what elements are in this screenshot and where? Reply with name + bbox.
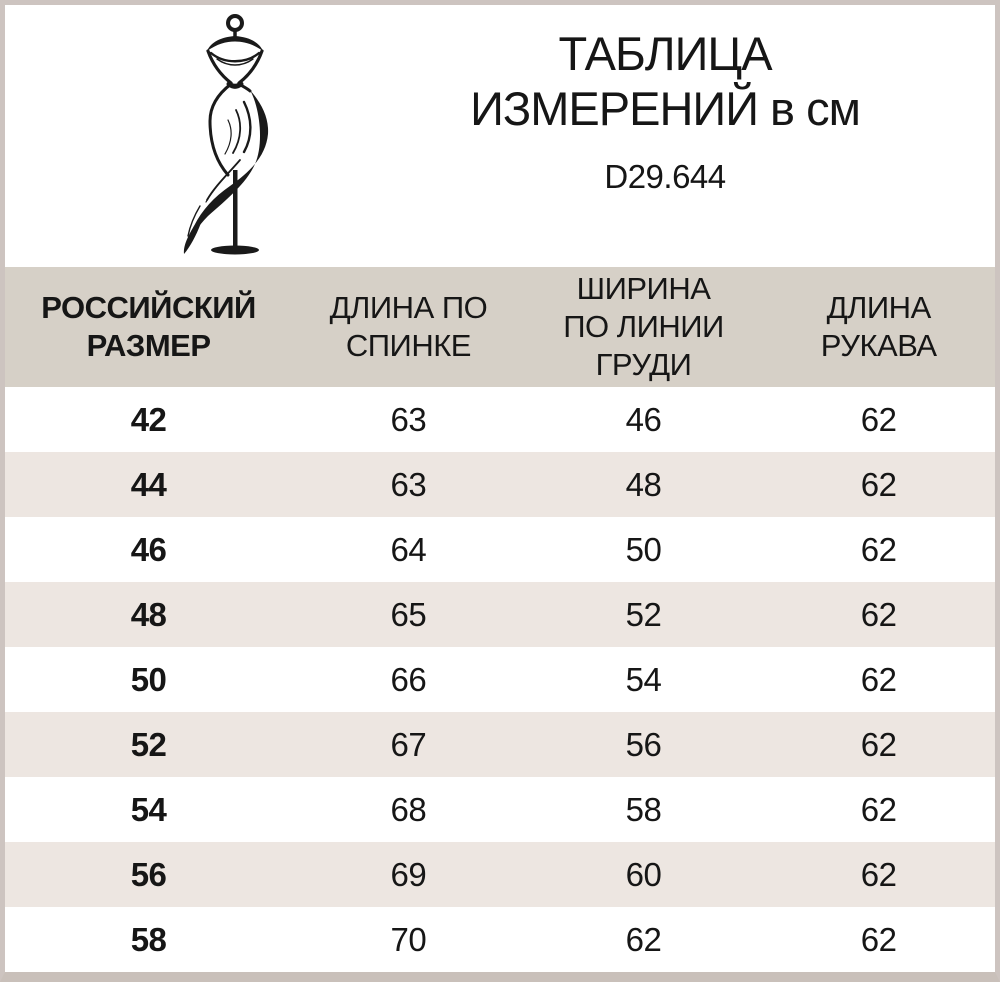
column-header-chest-width: ШИРИНА ПО ЛИНИИ ГРУДИ	[525, 267, 763, 387]
size-cell: 58	[5, 907, 292, 972]
size-table-body	[5, 387, 995, 972]
column-header-russian-size: РОССИЙСКИЙ РАЗМЕР	[5, 267, 292, 387]
chest-width-cell: 50	[525, 517, 763, 582]
chest-width-cell: 62	[525, 907, 763, 972]
table-row-42	[5, 387, 995, 452]
back-length-cell: 63	[292, 452, 525, 517]
page-title-line-2: ИЗМЕРЕНИЙ в см	[470, 81, 860, 135]
chest-width-cell: 48	[525, 452, 763, 517]
dress-form-mannequin-icon	[178, 10, 280, 258]
chest-width-cell: 56	[525, 712, 763, 777]
table-row-52	[5, 712, 995, 777]
back-length-cell: 70	[292, 907, 525, 972]
chest-width-cell: 52	[525, 582, 763, 647]
table-row-44	[5, 452, 995, 517]
size-cell: 52	[5, 712, 292, 777]
header-row	[5, 267, 995, 387]
column-header-back-length: ДЛИНА ПО СПИНКЕ	[292, 267, 525, 387]
size-cell: 44	[5, 452, 292, 517]
title-section	[5, 5, 995, 267]
size-cell: 46	[5, 517, 292, 582]
chest-width-cell: 46	[525, 387, 763, 452]
sleeve-length-cell: 62	[762, 777, 995, 842]
sleeve-length-cell: 62	[762, 387, 995, 452]
table-row-58	[5, 907, 995, 972]
size-cell: 50	[5, 647, 292, 712]
back-length-cell: 69	[292, 842, 525, 907]
size-cell: 42	[5, 387, 292, 452]
size-cell: 54	[5, 777, 292, 842]
chest-width-cell: 54	[525, 647, 763, 712]
title-block	[335, 27, 995, 196]
table-row-46	[5, 517, 995, 582]
chest-width-cell: 58	[525, 777, 763, 842]
size-cell: 48	[5, 582, 292, 647]
page-title-line-1: ТАБЛИЦА	[558, 27, 772, 80]
sleeve-length-cell: 62	[762, 517, 995, 582]
back-length-cell: 68	[292, 777, 525, 842]
page-title	[335, 27, 995, 136]
size-table	[5, 267, 995, 972]
sleeve-length-cell: 62	[762, 582, 995, 647]
back-length-cell: 66	[292, 647, 525, 712]
sleeve-length-cell: 62	[762, 712, 995, 777]
table-row-50	[5, 647, 995, 712]
back-length-cell: 65	[292, 582, 525, 647]
size-table-header	[5, 267, 995, 387]
size-cell: 56	[5, 842, 292, 907]
chest-width-cell: 60	[525, 842, 763, 907]
back-length-cell: 63	[292, 387, 525, 452]
table-row-54	[5, 777, 995, 842]
sleeve-length-cell: 62	[762, 842, 995, 907]
table-row-56	[5, 842, 995, 907]
back-length-cell: 64	[292, 517, 525, 582]
sleeve-length-cell: 62	[762, 452, 995, 517]
back-length-cell: 67	[292, 712, 525, 777]
sleeve-length-cell: 62	[762, 907, 995, 972]
article-number: D29.644	[604, 158, 726, 196]
table-row-48	[5, 582, 995, 647]
sleeve-length-cell: 62	[762, 647, 995, 712]
column-header-sleeve-length: ДЛИНА РУКАВА	[762, 267, 995, 387]
